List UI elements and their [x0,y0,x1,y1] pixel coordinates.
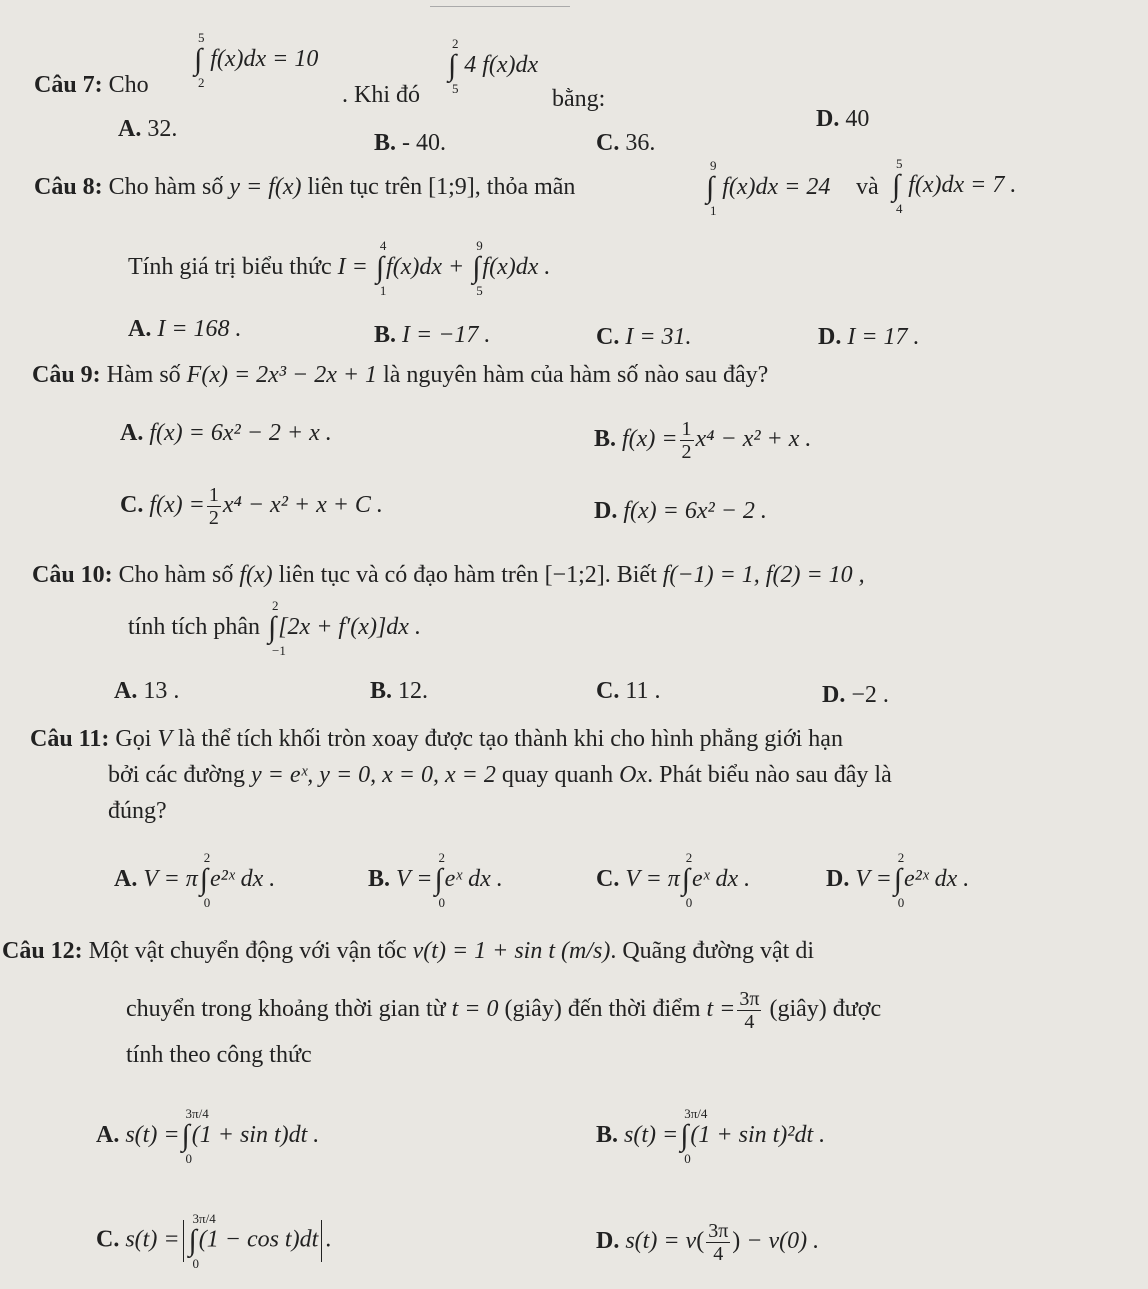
q8-va: và [856,174,879,200]
integral-sign: ∫ 2 0 [893,850,905,911]
integral-sign: ∫ 9 5 [472,238,483,299]
q12-label: Câu 12: [2,938,83,964]
q10-label: Câu 10: [32,562,113,588]
q9-option-b: B. f(x) = $\frac{1}{2}$ x⁴ − x² + x . [594,418,812,463]
integral-sign: ∫ 3π/4 0 [680,1106,708,1167]
integral-sign: ∫ 2 0 [681,850,693,911]
q8-option-d: D. I = 17 . [818,324,920,350]
q7-integral-1 [192,30,319,91]
q10-option-c: C. 11 . [596,678,661,704]
fraction: $\frac{3\pi}{4}$ [708,1220,729,1265]
integral-sign: ∫ 5 2 [194,30,205,91]
q7-int2-expr: 4 f(x)dx [464,52,539,78]
q10-line2: tính tích phân ∫ 2 −1 [2x + f′(x)]dx . [128,598,421,659]
integral-sign: ∫ 2 −1 [267,598,286,659]
q12-option-d: D. s(t) = v( $\frac{3\pi}{4}$ ) − v(0) . [596,1220,820,1265]
q9-option-d: D. f(x) = 6x² − 2 . [594,498,767,524]
q12-line2: chuyển trong khoảng thời gian từ t = 0 (giây) đến thời điểm t = $\frac{3\pi}{4}$ (giây) được [126,988,882,1033]
q7-label: Câu 7: [34,72,103,98]
q11-stem: Câu 11: Gọi V là thể tích khối tròn xoay được tạo thành khi cho hình phẳng giới hạn [30,726,843,752]
q11-label: Câu 11: [30,726,110,752]
fraction: $\frac{3\pi}{4}$ [739,988,760,1033]
q8-option-a: A. I = 168 . [128,316,242,342]
abs-bar-left [183,1220,184,1262]
q9-option-c: C. f(x) = $\frac{1}{2}$ x⁴ − x² + x + C . [120,484,383,529]
q12-option-c: C. s(t) = ∫ 3π/4 0 (1 − cos t)dt . [96,1211,332,1271]
abs-bar-right [321,1220,322,1262]
integral-sign: ∫ 2 5 [448,36,459,97]
q7-khi-do: . Khi đó [342,82,420,108]
q10-option-b: B. 12. [370,678,429,704]
q8-integral-1: ∫ 9 1 f(x)dx = 24 [706,158,831,219]
q12-stem: Câu 12: Một vật chuyển động với vận tốc v(t) = 1 + sin t (m/s). Quãng đường vật di [2,938,815,964]
integral-sign: ∫ 3π/4 0 [188,1211,216,1271]
q9-stem: Câu 9: Hàm số F(x) = 2x³ − 2x + 1 là nguyên hàm của hàm số nào sau đây? [32,362,769,388]
top-decoration [430,6,570,7]
q7-int1-expr: f(x)dx = 10 [210,46,319,72]
q8-option-c: C. I = 31. [596,324,692,350]
integral-sign: ∫ 9 1 [706,158,717,219]
integral-sign: ∫ 4 1 [375,238,387,299]
integral-sign: ∫ 2 0 [199,850,211,911]
integral-sign: ∫ 2 0 [434,850,445,911]
fraction: $\frac{1}{2}$ [208,484,219,529]
q7-cho: Cho [108,72,149,98]
q10-option-a: A. 13 . [114,678,180,704]
lower-limit: 5 [452,81,459,97]
lower-limit: 2 [198,75,205,91]
q10-stem: Câu 10: Cho hàm số f(x) liên tục và có đạo hàm trên [−1;2]. Biết f(−1) = 1, f(2) = 10 , [32,562,865,588]
fraction: $\frac{1}{2}$ [681,418,692,463]
q8-line2: Tính giá trị biểu thức I = ∫ 4 1 f(x)dx + ∫ 9 5 f(x)dx . [128,238,551,299]
integral-sign: ∫ 3π/4 0 [181,1106,209,1167]
upper-limit: 2 [452,36,459,52]
q11-option-c: C. V = π∫ 2 0 eˣ dx . [596,850,751,911]
q12-option-b: B. s(t) =∫ 3π/4 0 (1 + sin t)²dt . [596,1106,826,1167]
q11-line2: bởi các đường y = eˣ, y = 0, x = 0, x = 2 quay quanh Ox. Phát biểu nào sau đây là [108,762,892,788]
q12-line3: tính theo công thức [126,1042,312,1068]
q11-option-d: D. V =∫ 2 0 e²ˣ dx . [826,850,970,911]
q7-option-d: D. 40 [816,106,870,132]
q7-bang: bằng: [552,86,606,112]
q7-option-b: B. - 40. [374,130,447,156]
q12-option-a: A. s(t) =∫ 3π/4 0 (1 + sin t)dt . [96,1106,320,1167]
q11-line3: đúng? [108,798,167,824]
q8-label: Câu 8: [34,174,103,200]
q11-option-a: A. V = π∫ 2 0 e²ˣ dx . [114,850,276,911]
q7-integral-2 [446,36,539,97]
q9-option-a: A. f(x) = 6x² − 2 + x . [120,420,332,446]
q9-label: Câu 9: [32,362,101,388]
q7-option-a: A. 32. [118,116,178,142]
integral-sign: ∫ 5 4 [892,156,903,217]
q8-stem: Câu 8: Cho hàm số y = f(x) liên tục trên [1;9], thỏa mãn [34,174,576,200]
q8-integral-2: ∫ 5 4 f(x)dx = 7 . [892,156,1017,217]
q10-option-d: D. −2 . [822,682,889,708]
q7-stem [34,70,149,100]
q11-option-b: B. V =∫ 2 0 eˣ dx . [368,850,503,911]
upper-limit: 5 [198,30,205,46]
q7-option-c: C. 36. [596,130,656,156]
q8-option-b: B. I = −17 . [374,322,491,348]
